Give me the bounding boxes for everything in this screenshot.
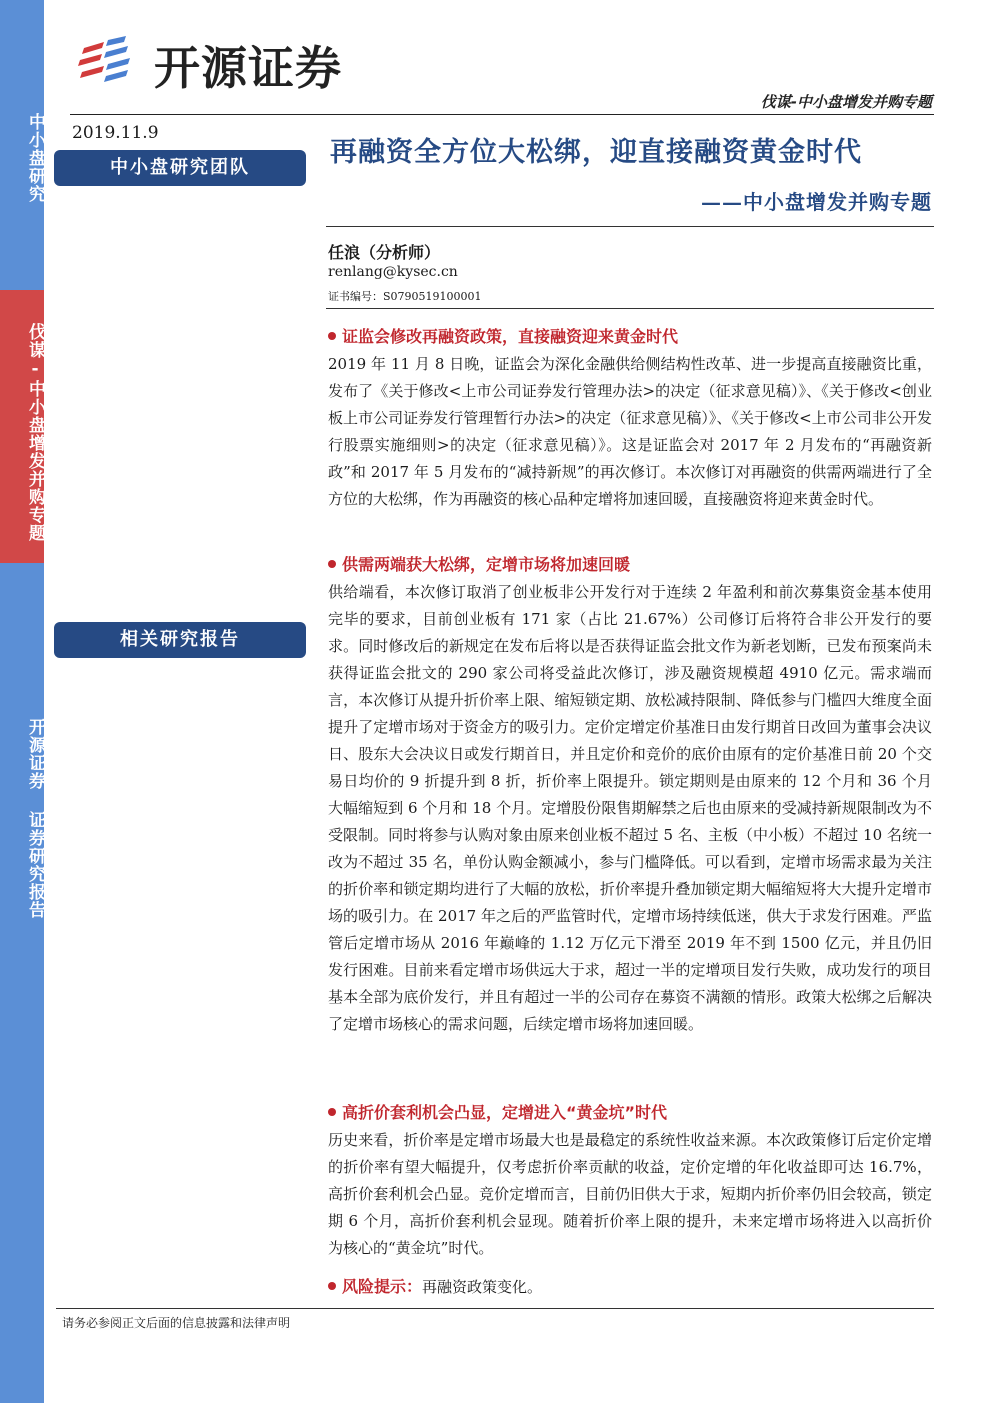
section-heading (328, 1100, 932, 1123)
risk-text: 再融资政策变化。 (422, 1278, 543, 1296)
section-body: 2019 年 11 月 8 日晚，证监会为深化金融供给侧结构性改革、进一步提高直接融资比重，发布了《关于修改<上市公司证券发行管理办法>的决定（征求意见稿）》、《关于修改<创业板上市公司证券发行管理暂行办法>的决定（征求意见稿）》、《关于修改<上市公司非公开发行股票实施细则>的决定（征求意见稿）》。这是证监会对 2017 年 2 月发布的“再融资新政”和 2017 年 5 月发布的“减持新规”的再次修订。本次修订对再融资的供需两端进行了全方位的大松绑，作为再融资的核心品种定增将加速回暖，直接融资将迎来黄金时代。 (328, 355, 932, 508)
analyst-divider (326, 308, 934, 309)
bullet-icon (328, 1282, 336, 1290)
footer-disclaimer: 请务必参阅正文后面的信息披露和法律声明 (62, 1316, 291, 1330)
title-divider (326, 226, 934, 227)
footer-divider (56, 1308, 934, 1309)
section-1 (328, 324, 932, 513)
logo-text: 开源证券 (154, 41, 342, 95)
risk-heading: 风险提示： (342, 1277, 423, 1296)
section-body: 供给端看，本次修订取消了创业板非公开发行对于连续 2 年盈利和前次募集资金基本使用完毕的要求，目前创业板有 171 家（占比 21.67%）公司修订后将符合非公开发行的要求。同时修改后的新规定在发布后将以是否获得证监会批文作为新老划断，已发布预案尚未获得证监会批文的 290 家公司将受益此次修订，涉及融资规模超 4910 亿元。需求端而言，本次修订从提升折价率上限、缩短锁定期、放松减持限制、降低参与门槛四大维度全面提升了定增市场对于资金方的吸引力。定价定增定价基准日由发行期首日改回为董事会决议日、股东大会决议日或发行期首日，并且定价和竞价的底价由原有的定价基准日前 20 个交易日均价的 9 折提升到 8 折，折价率上限提升。锁定期则是由原来的 12 个月和 36 个月大幅缩短到 6 个月和 18 个月。定增股份限售期解禁之后也由原来的受减持新规限制改为不受限制。同时将参与认购对象由原来创业板不超过 5 名、主板（中小板）不超过 10 名统一改为不超过 35 名，单份认购金额减小，参与门槛降低。可以看到，定增市场需求最为关注的折价率和锁定期均进行了大幅的放松，折价率提升叠加锁定期大幅缩短将大大提升定增市场的吸引力。在 2017 年之后的严监管时代，定增市场持续低迷，供大于求发行困难。严监管后定增市场从 2016 年巅峰的 1.12 万亿元下滑至 2019 年不到 1500 亿元，并且仍旧发行困难。目前来看定增市场供远大于求，超过一半的定增项目发行失败，成功发行的项目基本全部为底价发行，并且有超过一半的公司存在募资不满额的情形。政策大松绑之后解决了定增市场核心的需求问题，后续定增市场将加速回暖。 (328, 583, 932, 1033)
bullet-icon (328, 560, 336, 568)
section-heading-text: 证监会修改再融资政策，直接融资迎来黄金时代 (342, 327, 679, 346)
page-title: 再融资全方位大松绑，迎直接融资黄金时代 (330, 137, 862, 168)
header-divider (70, 114, 934, 115)
section-body: 历史来看，折价率是定增市场最大也是最稳定的系统性收益来源。本次政策修订后定价定增的折价率有望大幅提升，仅考虑折价率贡献的收益，定价定增的年化收益即可达 16.7%，高折价套利机会凸显。竞价定增而言，目前仍旧供大于求，短期内折价率仍旧会较高，锁定期 6 个月，高折价套利机会显现。随着折价率上限的提升，未来定增市场将进入以高折价为核心的“黄金坑”时代。 (328, 1131, 932, 1257)
sidebar-top-label: 中小盘研究 (25, 113, 45, 203)
sidebar-series-label: 伐谋-中小盘增发并购专题 (25, 322, 45, 542)
section-heading-text: 供需两端获大松绑，定增市场将加速回暖 (342, 555, 631, 574)
sidebar-bottom-label: 开源证券 证券研究报告 (25, 717, 45, 919)
report-date: 2019.11.9 (72, 123, 159, 143)
section-3 (328, 1100, 932, 1262)
company-logo (78, 30, 358, 95)
related-reports-label: 相关研究报告 (54, 622, 306, 658)
analyst-cert: 证书编号：S0790519100001 (328, 290, 482, 303)
bullet-icon (328, 332, 336, 340)
section-heading-text: 高折价套利机会凸显，定增进入“黄金坑”时代 (342, 1103, 668, 1122)
series-title: 伐谋-中小盘增发并购专题 (760, 93, 932, 111)
analyst-name: 任浪（分析师） (328, 243, 441, 262)
section-heading (328, 552, 932, 575)
logo-mark-icon (78, 34, 148, 86)
page-subtitle: ——中小盘增发并购专题 (701, 190, 932, 214)
bullet-icon (328, 1108, 336, 1116)
risk-section (328, 1274, 932, 1297)
section-heading (328, 324, 932, 347)
team-label: 中小盘研究团队 (54, 150, 306, 186)
analyst-email: renlang@kysec.cn (328, 264, 458, 280)
section-2 (328, 552, 932, 1038)
